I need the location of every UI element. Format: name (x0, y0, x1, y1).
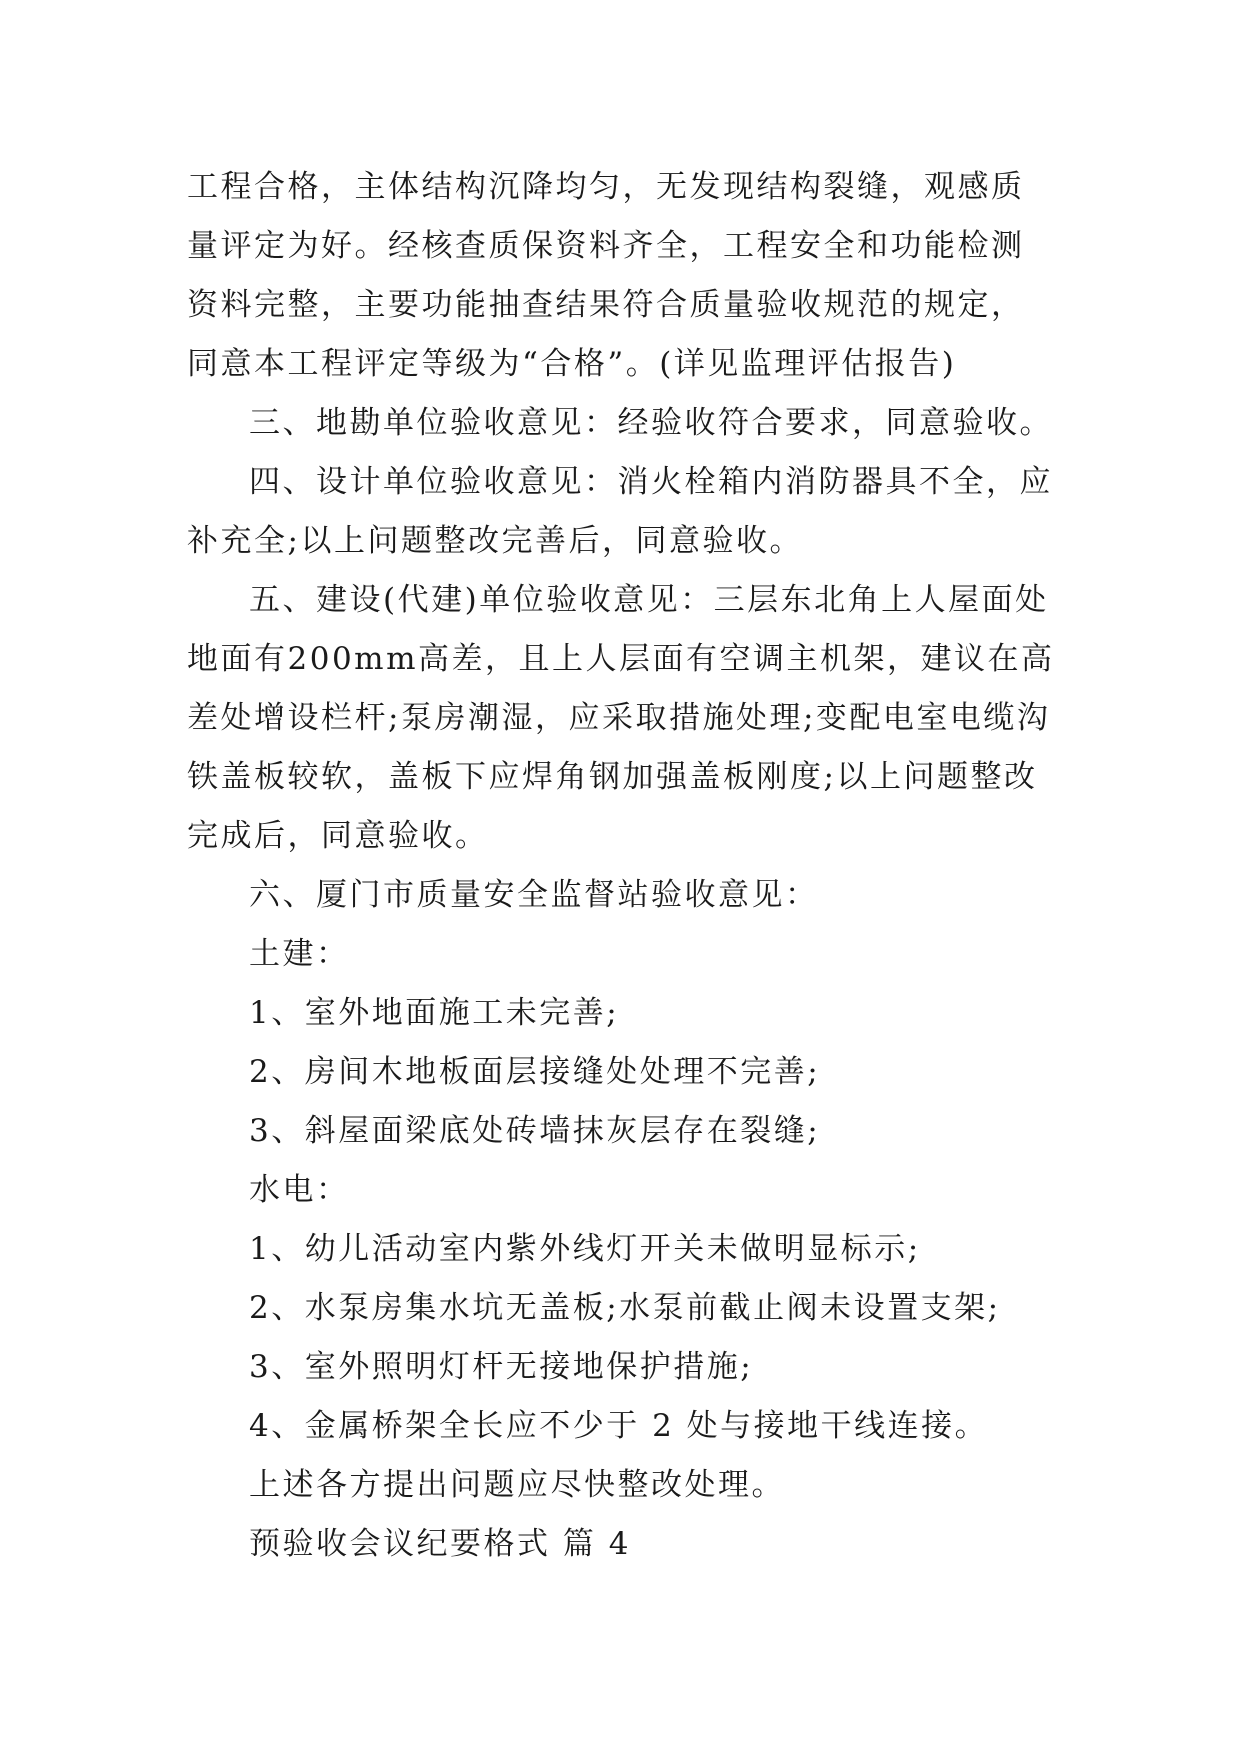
paragraph-conclusion: 上述各方提出问题应尽快整改处理。 (249, 1467, 785, 1503)
list-item-water-electric-3: 3、室外照明灯杆无接地保护措施; (249, 1349, 754, 1385)
list-item-water-electric-2: 2、水泵房集水坑无盖板;水泵前截止阀未设置支架; (249, 1290, 1001, 1326)
section-title-next: 预验收会议纪要格式 篇 4 (249, 1526, 631, 1562)
list-item-water-electric-1: 1、幼儿活动室内紫外线灯开关未做明显标示; (249, 1231, 921, 1267)
section-heading-civil: 土建： (249, 936, 350, 972)
paragraph-acceptance-summary: 工程合格，主体结构沉降均匀，无发现结构裂缝，观感质量评定为好。经核查质保资料齐全，工程安全和功能检测资料完整，主要功能抽查结果符合质量验收规范的规定，同意本工程评定等级为“合格”。(详见监理评估报告) (187, 169, 1025, 382)
paragraph-survey-unit-opinion: 三、地勘单位验收意见：经验收符合要求，同意验收。 (249, 405, 1053, 441)
paragraph-design-unit-opinion: 四、设计单位验收意见：消火栓箱内消防器具不全，应补充全;以上问题整改完善后，同意验收。 (187, 464, 1053, 559)
list-item-civil-2: 2、房间木地板面层接缝处处理不完善; (249, 1054, 821, 1090)
section-heading-water-electric: 水电： (249, 1172, 350, 1208)
paragraph-construction-unit-opinion: 五、建设(代建)单位验收意见：三层东北角上人屋面处地面有200mm高差，且上人层面有空调主机架，建议在高差处增设栏杆;泵房潮湿，应采取措施处理;变配电室电缆沟铁盖板较软，盖板下应焊角钢加强盖板刚度;以上问题整改完成后，同意验收。 (187, 582, 1055, 854)
paragraph-supervision-station-heading: 六、厦门市质量安全监督站验收意见： (249, 877, 819, 913)
list-item-civil-1: 1、室外地面施工未完善; (249, 995, 620, 1031)
document-body (187, 158, 1057, 1574)
list-item-water-electric-4: 4、金属桥架全长应不少于 2 处与接地干线连接。 (249, 1408, 989, 1444)
list-item-civil-3: 3、斜屋面梁底处砖墙抹灰层存在裂缝; (249, 1113, 821, 1149)
